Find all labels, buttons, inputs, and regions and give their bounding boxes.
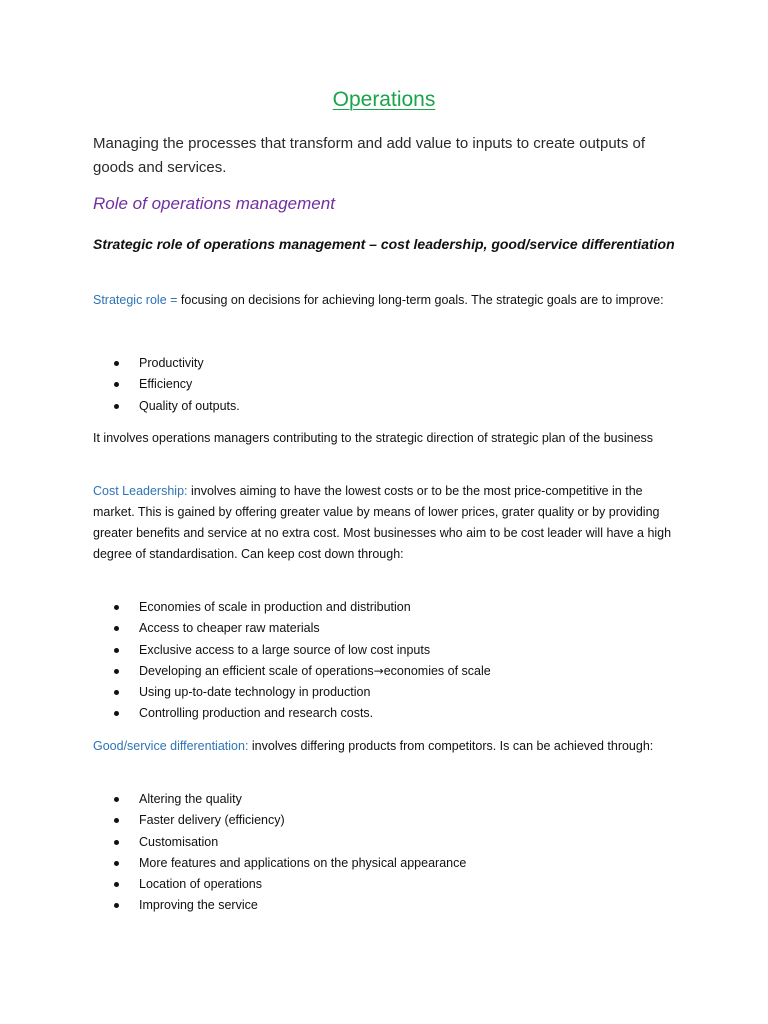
list-item: Economies of scale in production and distribution <box>93 597 491 618</box>
differentiation-term: Good/service differentiation: <box>93 739 249 753</box>
involves-paragraph: It involves operations managers contributing to the strategic direction of strategic plan of the business <box>93 431 654 445</box>
cost-leadership-term: Cost Leadership: <box>93 484 188 498</box>
arrow-right-icon: → <box>373 663 384 678</box>
bullet-icon <box>114 861 119 866</box>
bullet-icon <box>114 690 119 695</box>
differentiation-list <box>93 789 466 917</box>
strategic-role-paragraph <box>93 290 678 311</box>
list-item: Faster delivery (efficiency) <box>93 810 466 831</box>
bullet-icon <box>114 840 119 845</box>
cost-leadership-list <box>93 597 491 725</box>
list-item: Efficiency <box>93 374 240 395</box>
bullet-icon <box>114 903 119 908</box>
list-item: Improving the service <box>93 895 466 916</box>
bullet-icon <box>114 711 119 716</box>
section-heading: Role of operations management <box>93 194 335 213</box>
differentiation-paragraph <box>93 736 678 757</box>
cost-leadership-paragraph <box>93 481 678 565</box>
strategic-role-term: Strategic role = <box>93 293 178 307</box>
differentiation-text: involves differing products from competitors. Is can be achieved through: <box>248 739 654 753</box>
strategic-goals-list <box>93 353 240 417</box>
intro-paragraph: Managing the processes that transform and add value to inputs to create outputs of goods and services. <box>93 135 646 176</box>
bullet-icon <box>114 626 119 631</box>
sub-heading: Strategic role of operations management – cost leadership, good/service differentiation <box>93 236 675 252</box>
list-item: More features and applications on the physical appearance <box>93 853 466 874</box>
list-item: Quality of outputs. <box>93 396 240 417</box>
list-item: Customisation <box>93 832 466 853</box>
bullet-icon <box>114 648 119 653</box>
strategic-role-text: focusing on decisions for achieving long-term goals. The strategic goals are to improve: <box>177 293 664 307</box>
bullet-icon <box>114 669 119 674</box>
bullet-icon <box>114 797 119 802</box>
list-item: Altering the quality <box>93 789 466 810</box>
bullet-icon <box>114 605 119 610</box>
list-item: Productivity <box>93 353 240 374</box>
list-item: Developing an efficient scale of operations→economies of scale <box>93 661 491 682</box>
bullet-icon <box>114 382 119 387</box>
bullet-icon <box>114 818 119 823</box>
list-item: Controlling production and research costs. <box>93 703 491 724</box>
list-item: Using up-to-date technology in production <box>93 682 491 703</box>
bullet-icon <box>114 882 119 887</box>
bullet-icon <box>114 361 119 366</box>
cost-leadership-text: involves aiming to have the lowest costs or to be the most price-competitive in the market. This is gained by offering greater value by means of lower prices, grater quality or by providing greater benefits and service at no extra cost. Most businesses who aim to be cost leader will have a high degree of standardisation. Can keep cost down through: <box>93 484 672 561</box>
list-item: Access to cheaper raw materials <box>93 618 491 639</box>
bullet-icon <box>114 404 119 409</box>
page-title: Operations <box>332 88 436 111</box>
list-item: Exclusive access to a large source of low cost inputs <box>93 640 491 661</box>
list-item: Location of operations <box>93 874 466 895</box>
